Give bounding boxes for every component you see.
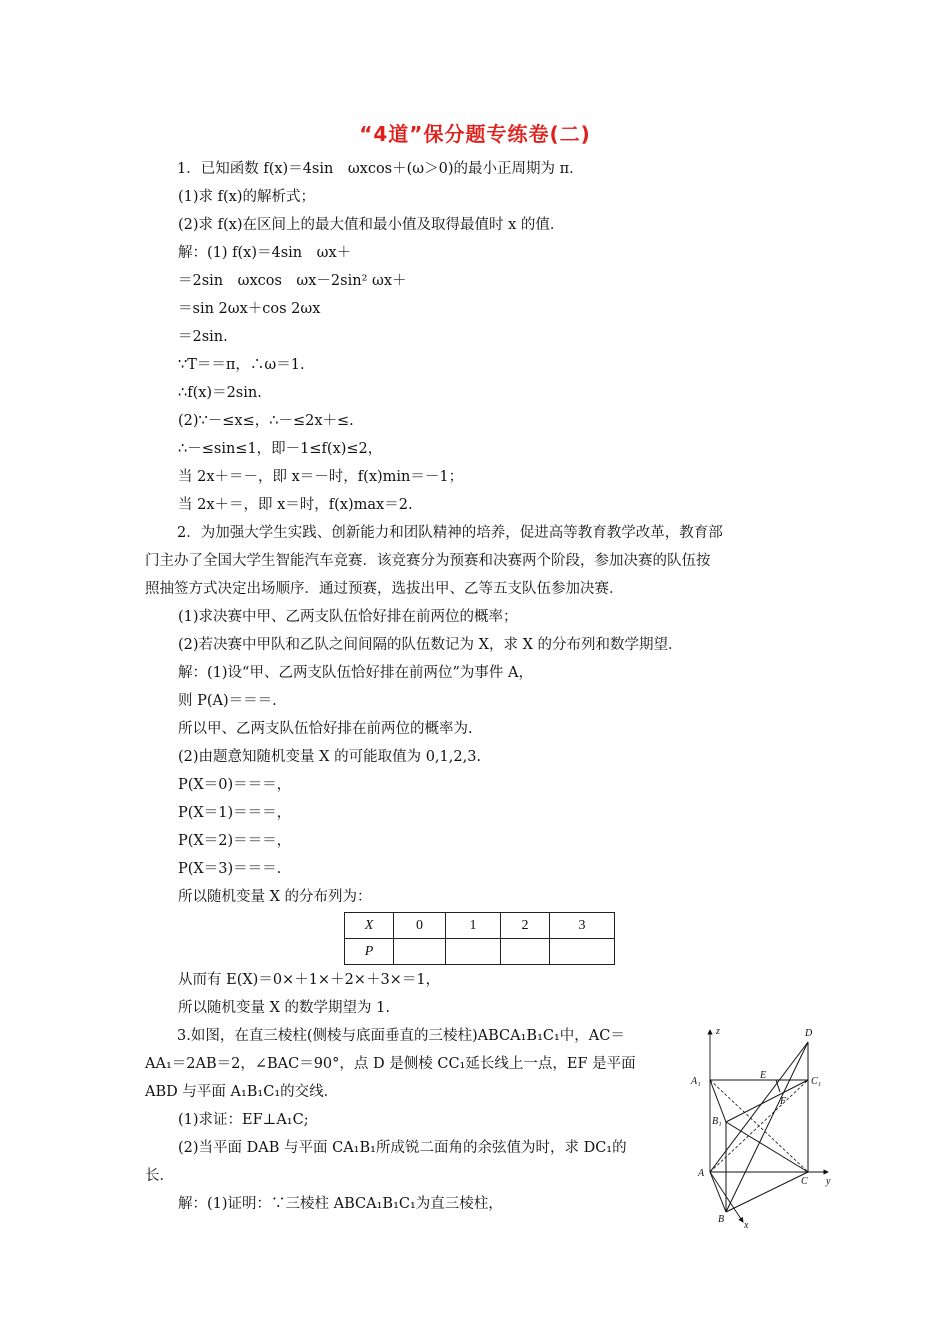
table-cell: 2 bbox=[501, 913, 550, 939]
table-cell: X bbox=[345, 913, 394, 939]
text-line: (2)当平面 DAB 与平面 CA₁B₁所成锐二面角的余弦值为时，求 DC₁的 bbox=[178, 1140, 627, 1156]
text-line: (2)求 f(x)在区间上的最大值和最小值及取得最值时 x 的值． bbox=[178, 217, 565, 233]
table-cell bbox=[550, 939, 615, 965]
text-line: 从而有 E(X)＝0×＋1×＋2×＋3×＝1， bbox=[178, 972, 441, 988]
text-line: P(X＝0)＝＝＝， bbox=[178, 777, 292, 793]
text-line: 解：(1)证明：∵三棱柱 ABCA₁B₁C₁为直三棱柱， bbox=[178, 1196, 503, 1212]
label-y: y bbox=[826, 1176, 831, 1187]
label-A1: A₁ bbox=[691, 1076, 701, 1087]
text-line: 所以随机变量 X 的数学期望为 1. bbox=[178, 1000, 390, 1016]
text-line: ∴－≤sin≤1，即－1≤f(x)≤2， bbox=[178, 441, 383, 457]
text-line: P(X＝1)＝＝＝， bbox=[178, 805, 292, 821]
text-line: ＝sin 2ωx＋cos 2ωx bbox=[178, 301, 321, 317]
label-C: C bbox=[801, 1176, 808, 1187]
label-A: A bbox=[698, 1168, 705, 1179]
text-line: 当 2x＋＝，即 x＝时，f(x)max＝2. bbox=[178, 497, 413, 513]
table-cell: P bbox=[345, 939, 394, 965]
text-line: 解：(1)设“甲、乙两支队伍恰好排在前两位”为事件 A， bbox=[178, 665, 533, 681]
table-cell: 3 bbox=[550, 913, 615, 939]
text-line: P(X＝2)＝＝＝， bbox=[178, 833, 292, 849]
table-cell: 0 bbox=[394, 913, 446, 939]
text-line: 所以甲、乙两支队伍恰好排在前两位的概率为. bbox=[178, 721, 473, 737]
text-line: 2．为加强大学生实践、创新能力和团队精神的培养，促进高等教育教学改革，教育部 bbox=[177, 525, 723, 541]
label-B: B bbox=[718, 1214, 725, 1225]
table-cell bbox=[446, 939, 501, 965]
text-line: ∵T＝＝π，∴ω＝1. bbox=[178, 357, 305, 373]
text-line: (2)由题意知随机变量 X 的可能取值为 0,1,2,3. bbox=[178, 749, 482, 765]
label-C1: C₁ bbox=[811, 1076, 822, 1087]
text-line: 门主办了全国大学生智能汽车竞赛．该竞赛分为预赛和决赛两个阶段，参加决赛的队伍按 bbox=[145, 553, 711, 569]
text-line: 所以随机变量 X 的分布列为： bbox=[178, 889, 372, 905]
table-row bbox=[345, 939, 615, 965]
text-line: 则 P(A)＝＝＝. bbox=[178, 693, 277, 709]
table-cell: 1 bbox=[446, 913, 501, 939]
text-line: ∴f(x)＝2sin. bbox=[178, 385, 262, 401]
text-line: (2)若决赛中甲队和乙队之间间隔的队伍数记为 X，求 X 的分布列和数学期望． bbox=[178, 637, 683, 653]
label-z: z bbox=[716, 1026, 720, 1037]
table-row bbox=[345, 913, 615, 939]
text-line: 1．已知函数 f(x)＝4sin ωxcos＋(ω＞0)的最小正周期为 π． bbox=[177, 161, 584, 177]
label-F: F bbox=[780, 1096, 787, 1107]
text-line: (1)求证：EF⊥A₁C; bbox=[178, 1112, 309, 1128]
text-line: ＝2sin ωxcos ωx－2sin² ωx＋ bbox=[178, 273, 407, 289]
text-line: ABD 与平面 A₁B₁C₁的交线． bbox=[145, 1084, 339, 1100]
text-line: 当 2x＋＝－，即 x＝－时，f(x)min＝－1； bbox=[178, 469, 464, 485]
table-cell bbox=[501, 939, 550, 965]
text-line: 3.如图，在直三棱柱(侧棱与底面垂直的三棱柱)ABCA₁B₁C₁中，AC＝ bbox=[177, 1028, 625, 1044]
label-D: D bbox=[805, 1028, 813, 1039]
table-cell bbox=[394, 939, 446, 965]
text-line: AA₁＝2AB＝2，∠BAC＝90°，点 D 是侧棱 CC₁延长线上一点，EF 是平面 bbox=[145, 1056, 636, 1072]
text-line: (1)求 f(x)的解析式； bbox=[178, 189, 316, 205]
prism-figure bbox=[688, 1022, 838, 1232]
text-line: 解：(1) f(x)＝4sin ωx＋ bbox=[178, 245, 352, 261]
text-line: ＝2sin. bbox=[178, 329, 228, 345]
text-line: (1)求决赛中甲、乙两支队伍恰好排在前两位的概率； bbox=[178, 609, 518, 625]
label-B1: B₁ bbox=[712, 1116, 722, 1127]
page-title: “4道”保分题专练卷(二) bbox=[359, 122, 591, 146]
label-E: E bbox=[760, 1070, 767, 1081]
text-line: P(X＝3)＝＝＝. bbox=[178, 861, 282, 877]
distribution-table bbox=[344, 912, 615, 965]
text-line: 长． bbox=[145, 1168, 174, 1184]
text-line: (2)∵－≤x≤，∴－≤2x＋≤. bbox=[178, 413, 354, 429]
text-line: 照抽签方式决定出场顺序．通过预赛，选拔出甲、乙等五支队伍参加决赛． bbox=[145, 581, 624, 597]
label-x: x bbox=[744, 1220, 749, 1231]
